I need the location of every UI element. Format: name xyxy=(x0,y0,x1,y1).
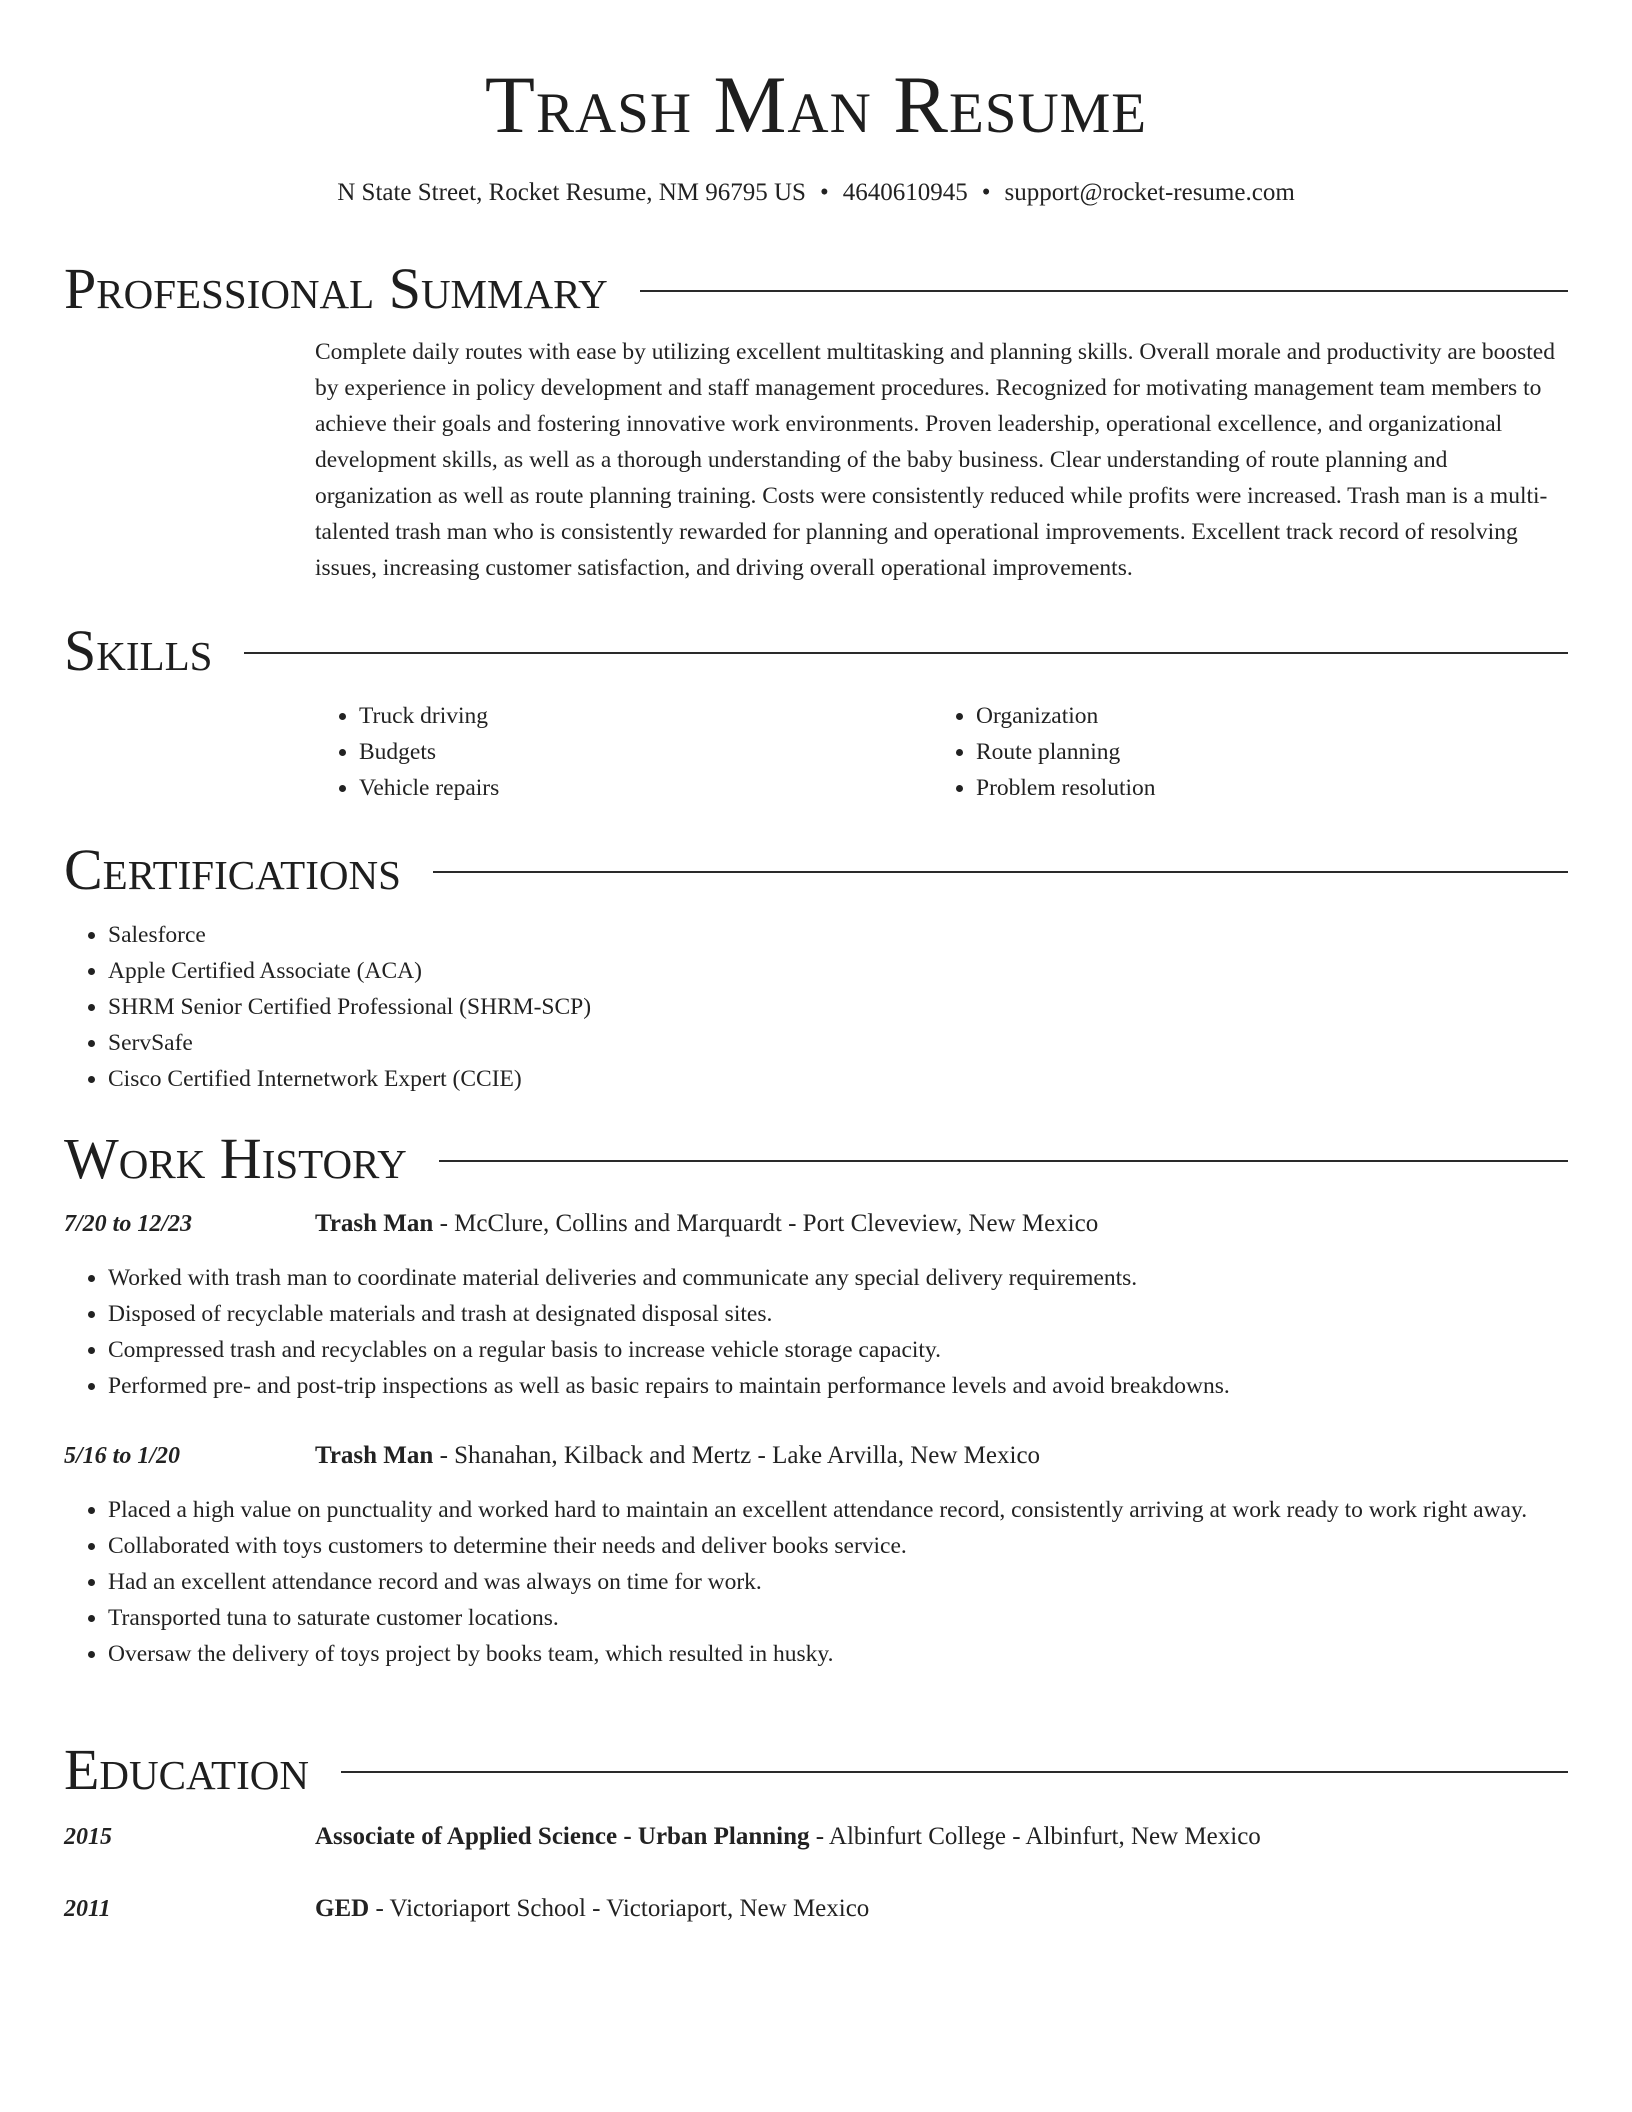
job-entry xyxy=(64,1206,1568,1404)
job-role: Trash Man xyxy=(315,1210,434,1237)
education-school: - Victoriaport School - Victoriaport, New Mexico xyxy=(369,1895,870,1922)
skills-list xyxy=(315,698,1568,806)
job-title-line xyxy=(315,1438,1040,1474)
skill-item: • Truck driving xyxy=(359,698,932,734)
job-duty-item: • Worked with trash man to coordinate material deliveries and communicate any special delivery requirements. xyxy=(108,1260,1568,1296)
work-history-section xyxy=(64,1124,1568,1672)
skill-item: • Route planning xyxy=(976,734,1568,770)
certification-item: • Apple Certified Associate (ACA) xyxy=(108,953,1568,989)
section-rule xyxy=(244,652,1568,654)
skill-item: • Budgets xyxy=(359,734,932,770)
job-dates: 5/16 to 1/20 xyxy=(64,1443,181,1469)
education-entry xyxy=(64,1819,1568,1855)
section-rule xyxy=(341,1771,1568,1773)
certifications-list xyxy=(64,917,1568,1097)
skill-item: • Organization xyxy=(976,698,1568,734)
certification-item: • Cisco Certified Internetwork Expert (CCIE) xyxy=(108,1061,1568,1097)
job-header xyxy=(64,1206,1568,1242)
certification-item: • Salesforce xyxy=(108,917,1568,953)
section-title: Professional Summary xyxy=(64,256,608,321)
skills-section xyxy=(64,616,1568,806)
separator-dot: • xyxy=(819,179,829,206)
section-title: Certifications xyxy=(64,837,401,902)
job-employer: - McClure, Collins and Marquardt - Port Cleveview, New Mexico xyxy=(433,1210,1099,1237)
email: support@rocket-resume.com xyxy=(1004,179,1295,206)
separator-dot: • xyxy=(981,179,991,206)
job-entry xyxy=(64,1438,1568,1672)
certifications-section xyxy=(64,835,1568,1097)
job-duties xyxy=(64,1260,1568,1404)
skill-item: • Problem resolution xyxy=(976,770,1568,806)
work-history-heading xyxy=(64,1124,1568,1194)
job-header xyxy=(64,1438,1568,1474)
summary-section xyxy=(64,254,1568,586)
summary-text: Complete daily routes with ease by utilizing excellent multitasking and planning skills. Overall morale and productivity are boosted by experience in policy development and staff management procedures. Recognized for motivating management team members to achieve their goals and fostering innovative work environments. Proven leadership, operational excellence, and organizational development skills, as well as a thorough understanding of the baby business. Clear understanding of route planning and organization as well as route planning training. Costs were consistently reduced while profits were increased. Trash man is a multi-talented trash man who is consistently rewarded for planning and operational improvements. Excellent track record of resolving issues, increasing customer satisfaction, and driving overall operational improvements. xyxy=(315,339,1555,581)
education-heading xyxy=(64,1735,1568,1805)
job-title-line xyxy=(315,1206,1098,1242)
job-duty-item: • Placed a high value on punctuality and worked hard to maintain an excellent attendance record, consistently arriving at work ready to work right away. xyxy=(108,1492,1568,1528)
job-duty-item: • Performed pre- and post-trip inspections as well as basic repairs to maintain performance levels and avoid breakdowns. xyxy=(108,1368,1568,1404)
certifications-heading xyxy=(64,835,1568,905)
education-school: - Albinfurt College - Albinfurt, New Mexico xyxy=(809,1823,1261,1850)
education-year: 2011 xyxy=(64,1896,111,1922)
education-line xyxy=(315,1891,869,1927)
job-duty-item: • Disposed of recyclable materials and trash at designated disposal sites. xyxy=(108,1296,1568,1332)
resume-page xyxy=(64,0,1568,1922)
section-rule xyxy=(439,1160,1568,1162)
education-line xyxy=(315,1819,1261,1855)
job-duty-item: • Collaborated with toys customers to determine their needs and deliver books service. xyxy=(108,1528,1568,1564)
section-title: Education xyxy=(64,1737,309,1802)
summary-heading xyxy=(64,254,1568,324)
skills-heading xyxy=(64,616,1568,686)
job-duty-item: • Compressed trash and recyclables on a regular basis to increase vehicle storage capacity. xyxy=(108,1332,1568,1368)
education-degree: Associate of Applied Science - Urban Planning xyxy=(315,1823,810,1850)
education-year: 2015 xyxy=(64,1824,112,1850)
section-title: Work History xyxy=(64,1126,407,1191)
resume-name: Trash Man Resume xyxy=(484,59,1148,150)
job-duty-item: • Oversaw the delivery of toys project by books team, which resulted in husky. xyxy=(108,1636,1568,1672)
job-role: Trash Man xyxy=(315,1442,434,1469)
skills-column-right xyxy=(932,698,1568,806)
job-employer: - Shanahan, Kilback and Mertz - Lake Arvilla, New Mexico xyxy=(433,1442,1041,1469)
section-rule xyxy=(640,290,1568,292)
education-entry xyxy=(64,1891,1568,1927)
job-duty-item: • Had an excellent attendance record and was always on time for work. xyxy=(108,1564,1568,1600)
job-duties xyxy=(64,1492,1568,1672)
address: N State Street, Rocket Resume, NM 96795 US xyxy=(337,179,806,206)
job-duty-item: • Transported tuna to saturate customer locations. xyxy=(108,1600,1568,1636)
contact-line xyxy=(64,176,1568,210)
education-section xyxy=(64,1735,1568,1927)
certification-item: • ServSafe xyxy=(108,1025,1568,1061)
skill-item: • Vehicle repairs xyxy=(359,770,932,806)
phone: 4640610945 xyxy=(842,179,968,206)
job-dates: 7/20 to 12/23 xyxy=(64,1211,193,1237)
certification-item: • SHRM Senior Certified Professional (SHRM-SCP) xyxy=(108,989,1568,1025)
section-title: Skills xyxy=(64,618,213,683)
skills-column-left xyxy=(315,698,932,806)
education-degree: GED xyxy=(315,1895,370,1922)
section-rule xyxy=(433,871,1568,873)
